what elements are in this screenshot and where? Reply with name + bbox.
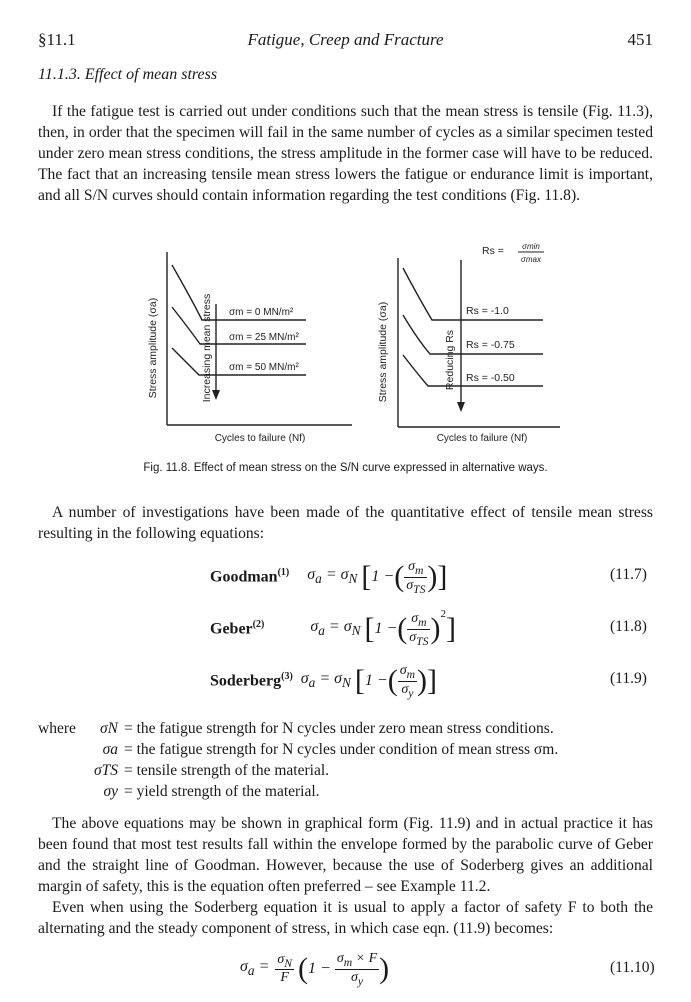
definition-symbol: σa	[102, 741, 118, 758]
paragraph-factor-of-safety: Even when using the Soderberg equation it is usual to apply a factor of safety F to both the alternating and the steady component of stress, in which case eqn. (11.9) becomes:	[38, 899, 653, 937]
running-title: Fatigue, Creep and Fracture	[247, 30, 444, 49]
definition-text: = yield strength of the material.	[124, 783, 320, 800]
definition-text: = the fatigue strength for N cycles under zero mean stress conditions.	[124, 720, 554, 737]
page-number: 451	[627, 30, 653, 49]
left-x-axis-label: Cycles to failure (Nf)	[214, 433, 306, 444]
definition-symbol: σTS	[93, 762, 118, 779]
definition-text: = the fatigue strength for N cycles under condition of mean stress σm.	[124, 741, 559, 758]
curve-label-sm25: σm = 25 MN/m²	[229, 332, 299, 343]
definition-row	[38, 760, 558, 781]
equation-number-11-10: (11.10)	[610, 959, 655, 976]
figure-caption: Fig. 11.8. Effect of mean stress on the S/N curve expressed in alternative ways.	[143, 462, 548, 474]
paragraph-graphical-form: The above equations may be shown in graphical form (Fig. 11.9) and in actual practice it has been found that most test results fall within the envelope formed by the parabolic curve of Geber and the straight line of Goodman. However, because the use of Soderberg gives an additional margin of safety, this is the equation often preferred – see Example 11.2.	[38, 815, 653, 895]
figure-svg	[120, 240, 600, 455]
left-panel	[147, 252, 352, 444]
equation-goodman: Goodman$^{(1)}$ $\sigma_a = \sigma_N$ [ 1 − ( $\frac{\sigma_m}{\sigma_{TS}}$ ) ]	[210, 558, 448, 596]
curve-label-rs-050: Rs = -0.50	[466, 372, 515, 384]
definition-symbol: σy	[103, 783, 118, 800]
equation-number-11-8: (11.8)	[610, 618, 647, 635]
section-number: §11.1	[38, 30, 76, 49]
equation-geber: Geber$^{(2)}$ $\sigma_a = \sigma_N$ [ 1 − ( $\frac{\sigma_m}{\sigma_{TS}}$ ) $^2$ ]	[210, 608, 456, 648]
definition-symbol: σN	[100, 720, 118, 737]
curve-label-sm50: σm = 50 MN/m²	[229, 362, 299, 373]
where-label: where	[38, 720, 76, 737]
arrow-label-reducing-rs: Reducing Rs	[444, 329, 456, 391]
definition-row	[38, 781, 558, 802]
paragraph-intro: If the fatigue test is carried out under conditions such that the mean stress is tensile (Fig. 11.3), then, in order that the specimen will fail in the same number of cycles as a similar specimen tested under zero mean stress conditions, the stress amplitude in the former case will have to be reduced. The fact that an increasing tensile mean stress lowers the fatigue or endurance limit is important, and all S/N curves should contain information regarding the test conditions (Fig. 11.8).	[38, 103, 653, 204]
definition-text: = tensile strength of the material.	[124, 762, 330, 779]
right-x-axis-label: Cycles to failure (Nf)	[436, 433, 528, 444]
curve-label-rs-1: Rs = -1.0	[466, 305, 509, 317]
arrow-label-increasing-mean: Increasing mean stress	[201, 293, 213, 403]
definitions-list	[38, 718, 558, 802]
ratio-denominator: σmax	[521, 255, 541, 264]
curve-label-sm0: σm = 0 MN/m²	[229, 307, 294, 318]
paragraph-investigations: A number of investigations have been made of the quantitative effect of tensile mean stress resulting in the following equations:	[38, 504, 653, 542]
equation-label-goodman: Goodman$^{(1)}$	[210, 567, 290, 586]
equation-11-10: $\sigma_a$ = $\frac{\sigma_N}{F}$ ( 1 − $\frac{\sigma_m \times F}{\sigma_y}$ )	[240, 950, 390, 988]
definition-row	[38, 718, 558, 739]
equation-number-11-7: (11.7)	[610, 566, 647, 583]
right-y-axis-label: Stress amplitude (σa)	[377, 301, 389, 403]
equation-label-geber: Geber$^{(2)}$	[210, 619, 265, 638]
equation-soderberg: Soderberg$^{(3)}$ $\sigma_a = \sigma_N$ [ 1 − ( $\frac{\sigma_m}{\sigma_y}$ ) ]	[210, 662, 438, 700]
curve-label-rs-075: Rs = -0.75	[466, 339, 515, 351]
figure-11-8	[120, 240, 600, 455]
left-y-axis-label: Stress amplitude (σa)	[147, 297, 159, 399]
ratio-label: Rs =	[482, 245, 504, 257]
ratio-numerator: σmin	[522, 242, 540, 251]
equation-label-soderberg: Soderberg$^{(3)}$	[210, 671, 293, 690]
definition-row	[38, 739, 558, 760]
equation-number-11-9: (11.9)	[610, 670, 647, 687]
right-panel	[377, 242, 560, 444]
subsection-title: 11.1.3. Effect of mean stress	[38, 66, 218, 83]
